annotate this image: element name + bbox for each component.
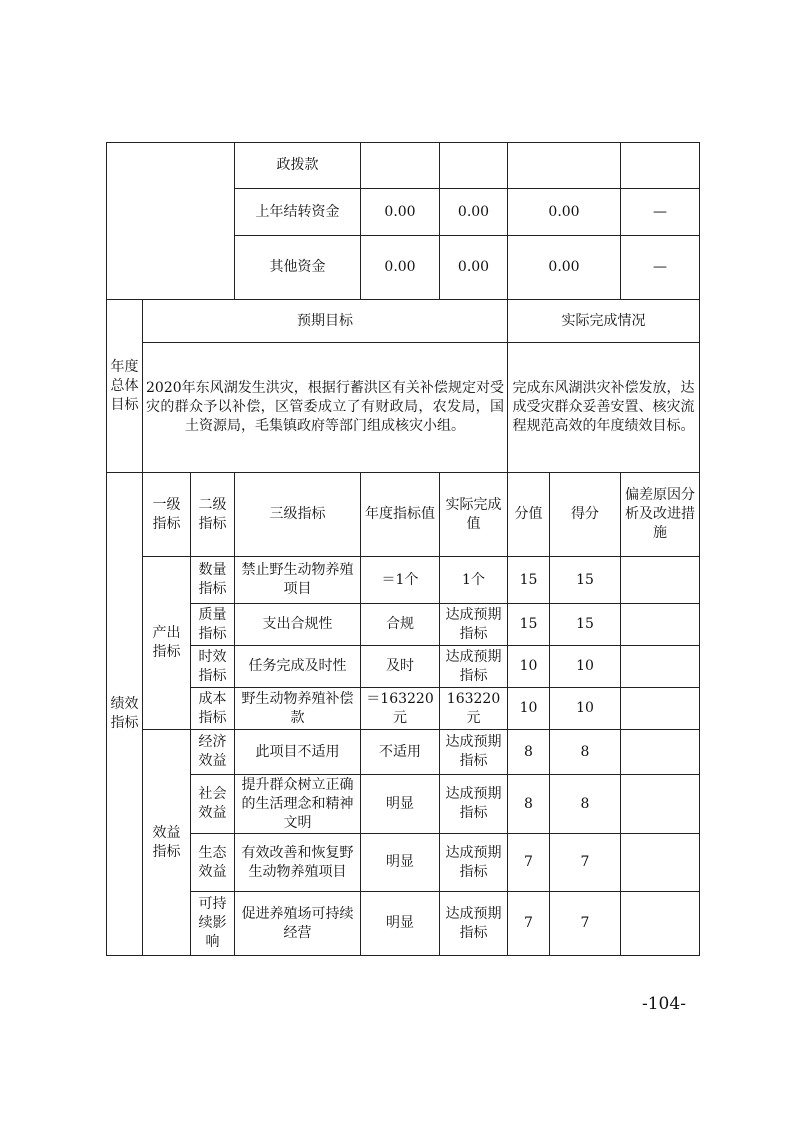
obtained-cell: 15 bbox=[550, 557, 621, 604]
annual-value-cell: ＝163220元 bbox=[361, 688, 440, 730]
score-cell: 15 bbox=[508, 604, 550, 646]
level3-cell: 此项目不适用 bbox=[235, 730, 361, 775]
level2-cell: 经济效益 bbox=[191, 730, 235, 775]
level2-cell: 时效指标 bbox=[191, 646, 235, 688]
score-cell: 8 bbox=[508, 730, 550, 775]
obtained-header: 得分 bbox=[550, 473, 621, 557]
score-cell: 7 bbox=[508, 834, 550, 892]
actual-value-cell: 达成预期指标 bbox=[440, 892, 508, 956]
level3-cell: 促进养殖场可持续经营 bbox=[235, 892, 361, 956]
annual-value-cell: 明显 bbox=[361, 892, 440, 956]
level3-cell: 任务完成及时性 bbox=[235, 646, 361, 688]
funding-value: — bbox=[621, 189, 700, 236]
actual-status-header: 实际完成情况 bbox=[508, 300, 700, 343]
level2-cell: 社会效益 bbox=[191, 775, 235, 834]
annual-goal-header-row bbox=[107, 300, 700, 343]
obtained-cell: 10 bbox=[550, 646, 621, 688]
actual-value-cell: 1个 bbox=[440, 557, 508, 604]
deviation-cell bbox=[621, 834, 700, 892]
funding-value: 0.00 bbox=[508, 189, 621, 236]
funding-value: 0.00 bbox=[440, 189, 508, 236]
funding-value: 0.00 bbox=[440, 236, 508, 300]
level3-cell: 野生动物养殖补偿款 bbox=[235, 688, 361, 730]
indicator-row bbox=[107, 688, 700, 730]
level3-cell: 禁止野生动物养殖项目 bbox=[235, 557, 361, 604]
funding-value bbox=[508, 143, 621, 189]
funding-value: 0.00 bbox=[361, 189, 440, 236]
obtained-cell: 7 bbox=[550, 892, 621, 956]
annual-value-cell: 不适用 bbox=[361, 730, 440, 775]
funding-value bbox=[621, 143, 700, 189]
actual-value-cell: 达成预期指标 bbox=[440, 604, 508, 646]
actual-value-cell: 达成预期指标 bbox=[440, 730, 508, 775]
annual-value-cell: 明显 bbox=[361, 775, 440, 834]
funding-value: 0.00 bbox=[508, 236, 621, 300]
annual-goal-content-row bbox=[107, 343, 700, 473]
annual-goal-label: 年度总体目标 bbox=[107, 300, 143, 473]
page-number: -104- bbox=[642, 994, 686, 1014]
obtained-cell: 8 bbox=[550, 775, 621, 834]
funding-value bbox=[440, 143, 508, 189]
indicator-header-row bbox=[107, 473, 700, 557]
deviation-cell bbox=[621, 775, 700, 834]
funding-blank-cell bbox=[107, 143, 235, 300]
actual-value-cell: 达成预期指标 bbox=[440, 834, 508, 892]
level2-cell: 生态效益 bbox=[191, 834, 235, 892]
funding-label: 上年结转资金 bbox=[235, 189, 361, 236]
level1-label: 效益指标 bbox=[143, 730, 191, 956]
deviation-cell bbox=[621, 730, 700, 775]
annual-value-cell: 及时 bbox=[361, 646, 440, 688]
deviation-cell bbox=[621, 646, 700, 688]
level3-cell: 支出合规性 bbox=[235, 604, 361, 646]
score-cell: 10 bbox=[508, 688, 550, 730]
indicator-row bbox=[107, 730, 700, 775]
obtained-cell: 8 bbox=[550, 730, 621, 775]
level2-header: 二级指标 bbox=[191, 473, 235, 557]
deviation-cell bbox=[621, 892, 700, 956]
deviation-cell bbox=[621, 604, 700, 646]
indicator-row bbox=[107, 892, 700, 956]
actual-status-text: 完成东风湖洪灾补偿发放，达成受灾群众妥善安置、核灾流程规范高效的年度绩效目标。 bbox=[508, 343, 700, 473]
score-cell: 8 bbox=[508, 775, 550, 834]
actual-value-cell: 达成预期指标 bbox=[440, 646, 508, 688]
obtained-cell: 15 bbox=[550, 604, 621, 646]
actual-value-cell: 达成预期指标 bbox=[440, 775, 508, 834]
deviation-header: 偏差原因分析及改进措施 bbox=[621, 473, 700, 557]
actual-value-cell: 163220元 bbox=[440, 688, 508, 730]
level2-cell: 成本指标 bbox=[191, 688, 235, 730]
deviation-cell bbox=[621, 557, 700, 604]
funding-value: 0.00 bbox=[361, 236, 440, 300]
indicator-row bbox=[107, 604, 700, 646]
expected-goal-text: 2020年东风湖发生洪灾，根据行蓄洪区有关补偿规定对受灾的群众予以补偿，区管委成立了有财政局，农发局，国土资源局，毛集镇政府等部门组成核灾小组。 bbox=[143, 343, 508, 473]
funding-value: — bbox=[621, 236, 700, 300]
indicator-row bbox=[107, 557, 700, 604]
score-cell: 10 bbox=[508, 646, 550, 688]
level2-cell: 可持续影响 bbox=[191, 892, 235, 956]
expected-goal-header: 预期目标 bbox=[143, 300, 508, 343]
performance-table bbox=[106, 142, 700, 956]
level1-label: 产出指标 bbox=[143, 557, 191, 730]
obtained-cell: 10 bbox=[550, 688, 621, 730]
funding-row bbox=[107, 143, 700, 189]
funding-label: 政拨款 bbox=[235, 143, 361, 189]
annual-value-cell: ＝1个 bbox=[361, 557, 440, 604]
funding-label: 其他资金 bbox=[235, 236, 361, 300]
indicator-section-label: 绩效指标 bbox=[107, 473, 143, 956]
obtained-cell: 7 bbox=[550, 834, 621, 892]
level1-header: 一级指标 bbox=[143, 473, 191, 557]
level3-cell: 提升群众树立正确的生活理念和精神文明 bbox=[235, 775, 361, 834]
annual-value-header: 年度指标值 bbox=[361, 473, 440, 557]
annual-value-cell: 合规 bbox=[361, 604, 440, 646]
actual-value-header: 实际完成值 bbox=[440, 473, 508, 557]
score-header: 分值 bbox=[508, 473, 550, 557]
indicator-row bbox=[107, 775, 700, 834]
level3-cell: 有效改善和恢复野生动物养殖项目 bbox=[235, 834, 361, 892]
annual-value-cell: 明显 bbox=[361, 834, 440, 892]
level3-header: 三级指标 bbox=[235, 473, 361, 557]
level2-cell: 质量指标 bbox=[191, 604, 235, 646]
score-cell: 15 bbox=[508, 557, 550, 604]
indicator-row bbox=[107, 646, 700, 688]
indicator-row bbox=[107, 834, 700, 892]
deviation-cell bbox=[621, 688, 700, 730]
level2-cell: 数量指标 bbox=[191, 557, 235, 604]
score-cell: 7 bbox=[508, 892, 550, 956]
funding-value bbox=[361, 143, 440, 189]
